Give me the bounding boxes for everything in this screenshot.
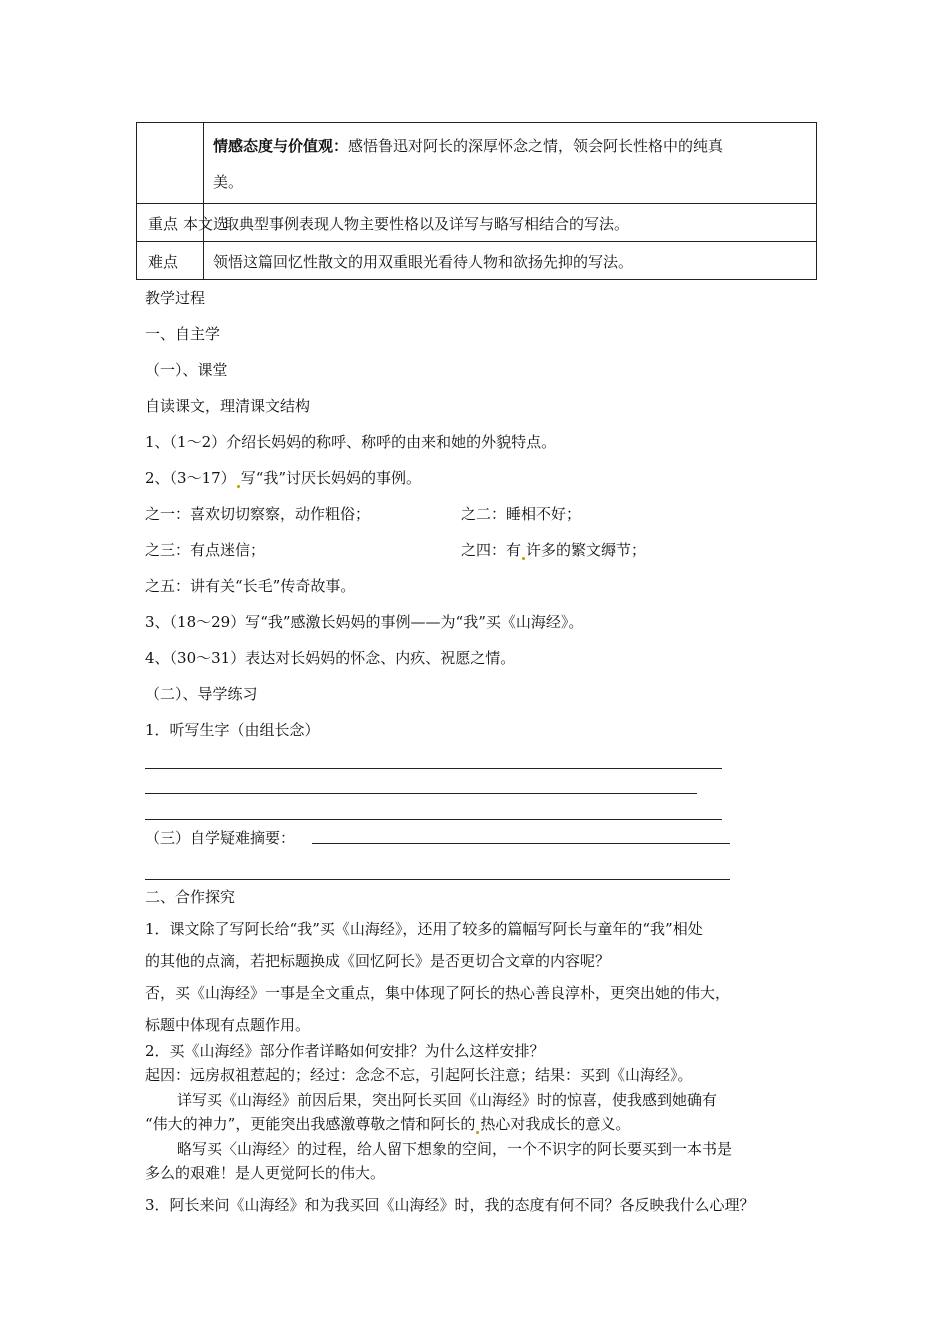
question-1-line-2: 的其他的点滴，若把标题换成《回忆阿长》是否更切合文章的内容呢？ — [145, 952, 611, 970]
key-point-label: 重点 — [148, 215, 179, 233]
question-3: 3．阿长来问《山海经》和为我买回《山海经》时，我的态度有何不同？各反映我什么心理？ — [145, 1196, 755, 1214]
structure-item-2 — [145, 467, 421, 488]
self-study-summary-label: （三）自学疑难摘要： — [145, 829, 296, 847]
answer-2-line-5: 多么的艰难！是人更觉阿长的伟大。 — [145, 1164, 386, 1182]
answer-line-1 — [145, 768, 722, 769]
answer-line-2 — [145, 793, 697, 794]
emotion-objective-cont: 美。 — [213, 173, 244, 191]
subsection-two-heading: （二）、导学练习 — [145, 685, 258, 703]
section-two-heading: 二、合作探究 — [145, 888, 236, 906]
example-two: 之二：睡相不好； — [461, 505, 582, 523]
example-four-a: 之四：有 — [461, 541, 522, 559]
example-three: 之三：有点迷信； — [145, 541, 266, 559]
objectives-table — [136, 122, 817, 280]
question-1-line-1: 1．课文除了写阿长给“我”买《山海经》，还用了较多的篇幅写阿长与童年的“我”相处 — [145, 920, 703, 938]
answer-1-line-2: 标题中体现有点题作用。 — [145, 1016, 311, 1034]
difficulty-cell — [204, 242, 817, 280]
emotion-objective-text: 感悟鲁迅对阿长的深厚怀念之情，领会阿长性格中的纯真 — [348, 137, 724, 155]
emotion-objective-heading: 情感态度与价值观： — [213, 137, 349, 155]
structure-item-2-text: 写“我”讨厌长妈妈的事例。 — [240, 469, 422, 487]
structure-item-1: 1、（1～2）介绍长妈妈的称呼、称呼的由来和她的外貌特点。 — [145, 433, 557, 451]
example-five: 之五：讲有关“长毛”传奇故事。 — [145, 577, 356, 595]
answer-line-3 — [145, 819, 722, 820]
key-point-cell — [204, 204, 817, 242]
summary-answer-line-2 — [145, 879, 730, 880]
difficulty-text: 领悟这篇回忆性散文的用双重眼光看待人物和欲扬先抑的写法。 — [213, 253, 634, 271]
structure-item-2-range: 2、（3～17） — [145, 469, 236, 487]
self-reading-line: 自读课文，理清课文结构 — [145, 397, 311, 415]
answer-2-line-1: 起因：远房叔祖惹起的；经过：念念不忘，引起阿长注意；结果：买到《山海经》。 — [145, 1066, 693, 1084]
emotion-objective-cell — [204, 123, 817, 204]
key-point-label-cell — [137, 204, 229, 242]
answer-2-line-3 — [145, 1113, 630, 1134]
table-blank-cell — [137, 123, 204, 204]
example-one: 之一：喜欢切切察察，动作粗俗； — [145, 505, 371, 523]
key-point-text: 取典型事例表现人物主要性格以及详写与略写相结合的写法。 — [224, 215, 630, 233]
summary-answer-line-1 — [312, 843, 730, 844]
mark-dot — [476, 1131, 479, 1134]
answer-2-line-3a: “伟大的神力”，更能突出我感激尊敬之情和阿长的 — [145, 1115, 476, 1133]
structure-item-3: 3、（18～29）写“我”感激长妈妈的事例——为“我”买《山海经》。 — [145, 613, 584, 631]
answer-2-line-3b: 热心对我成长的意义。 — [480, 1115, 631, 1133]
question-2: 2．买《山海经》部分作者详略如何安排？为什么这样安排？ — [145, 1042, 545, 1060]
structure-item-4: 4、（30～31）表达对长妈妈的怀念、内疚、祝愿之情。 — [145, 649, 516, 667]
mark-dot — [237, 485, 240, 488]
example-four-b: 许多的繁文缛节； — [526, 541, 647, 559]
subsection-one-heading: （一）、课堂 — [145, 361, 228, 379]
teaching-process-heading: 教学过程 — [145, 289, 206, 307]
key-point-overlap-text: 本文选 — [183, 215, 229, 233]
answer-2-line-2: 详写买《山海经》前因后果，突出阿长买回《山海经》时的惊喜，使我感到她确有 — [177, 1091, 718, 1109]
difficulty-label: 难点 — [148, 253, 179, 271]
difficulty-label-cell — [137, 242, 204, 280]
answer-2-line-4: 略写买〈山海经〉的过程，给人留下想象的空间，一个不识字的阿长要买到一本书是 — [177, 1140, 733, 1158]
example-four — [461, 539, 646, 560]
section-one-heading: 一、自主学 — [145, 325, 221, 343]
mark-dot — [522, 557, 525, 560]
answer-1-line-1: 否，买《山海经》一事是全文重点，集中体现了阿长的热心善良淳朴，更突出她的伟大， — [145, 984, 731, 1002]
dictation-line: 1．听写生字（由组长念） — [145, 721, 320, 739]
